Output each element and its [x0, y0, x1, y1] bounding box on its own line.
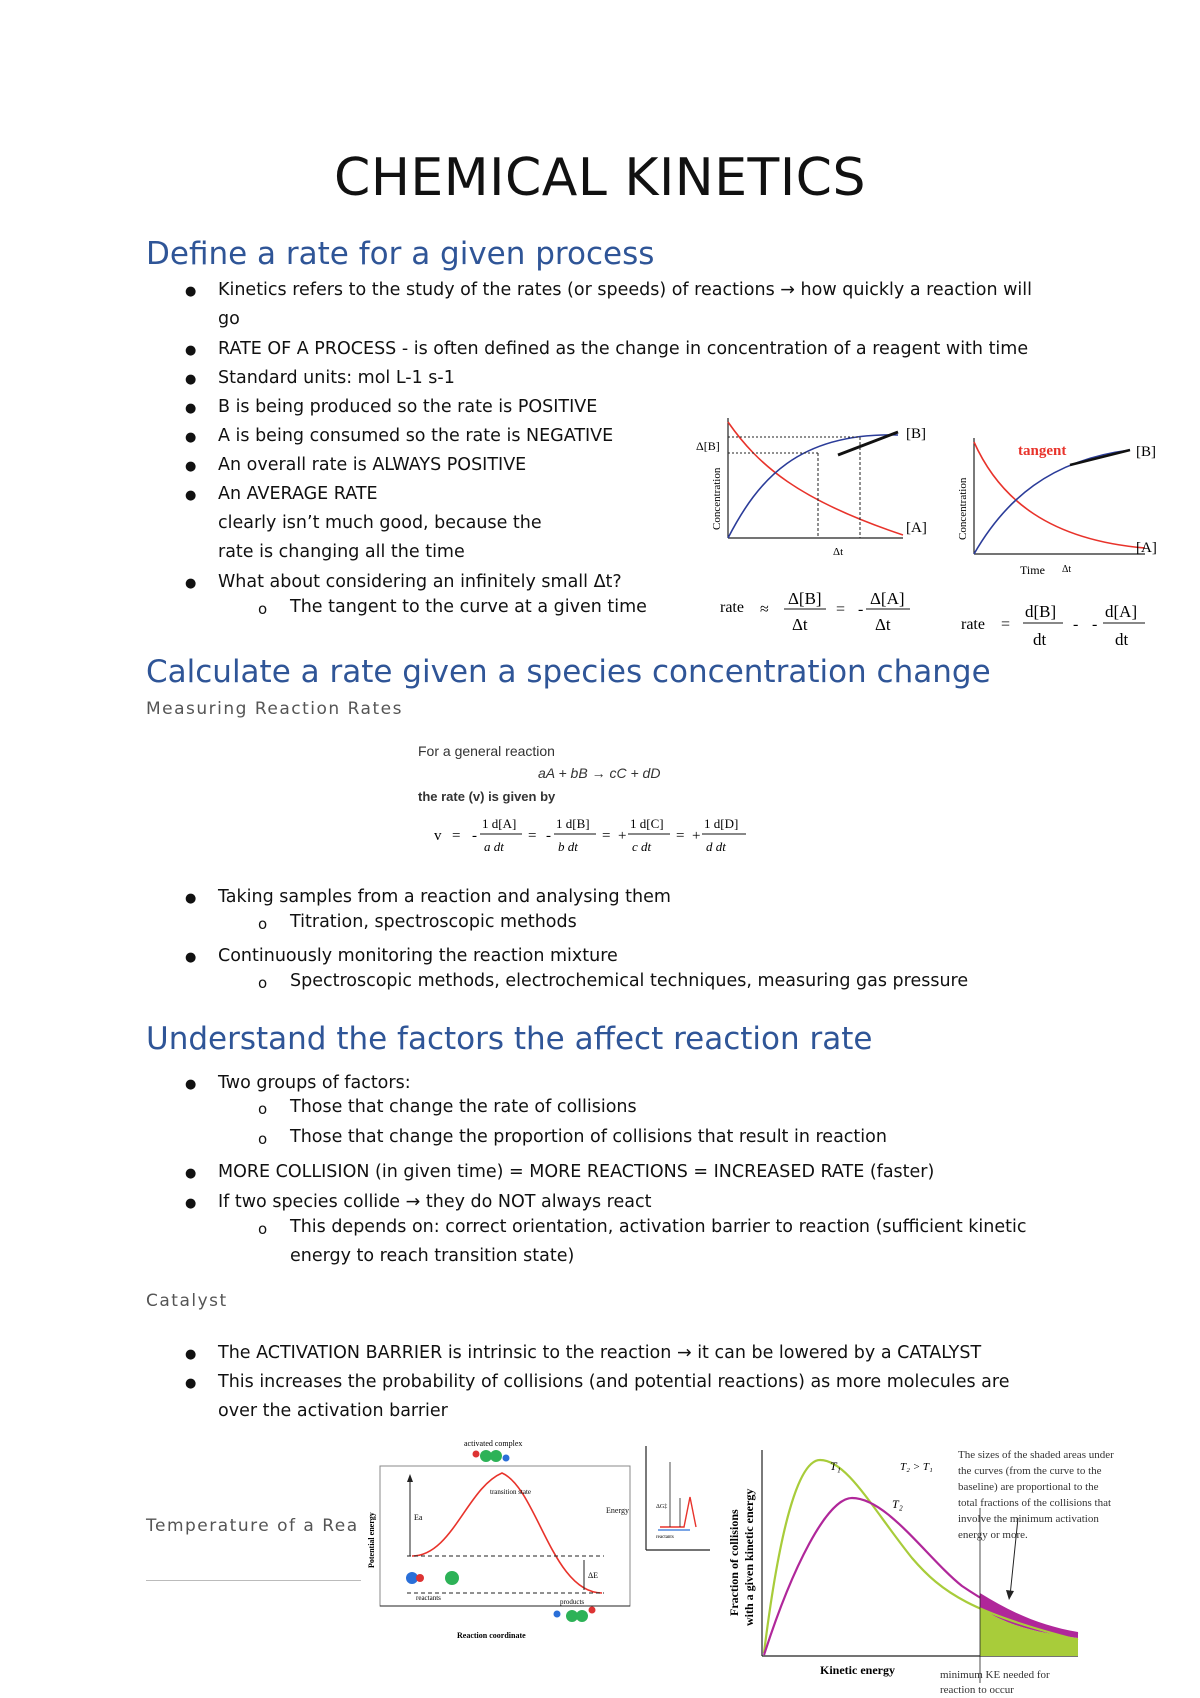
subheading-measuring: Measuring Reaction Rates — [146, 699, 403, 719]
y-axis-label: Fraction of collisions — [727, 1509, 741, 1616]
min-ke-label: reaction to occur — [940, 1684, 1014, 1696]
sub-bullet-circle: o — [258, 1100, 268, 1118]
b-label: [B] — [1136, 444, 1156, 460]
concentration-time-graph-2 — [940, 430, 1165, 585]
list-item: MORE COLLISION (in given time) = MORE REACTIONS = INCREASED RATE (faster) — [218, 1162, 935, 1182]
bullet-dot: ● — [185, 1166, 197, 1181]
minus: - — [1073, 616, 1079, 633]
bullet-dot: ● — [185, 950, 197, 965]
list-item: Standard units: mol L-1 s-1 — [218, 368, 455, 388]
sub-bullet-circle: o — [258, 1130, 268, 1148]
sub-list-item: Spectroscopic methods, electrochemical techniques, measuring gas pressure — [290, 971, 969, 991]
list-item: Two groups of factors: — [218, 1073, 411, 1093]
list-item-continued: rate is changing all the time — [218, 542, 465, 562]
section-heading-factors: Understand the factors the affect reaction rate — [146, 1021, 873, 1057]
term-denominator: b dt — [558, 839, 578, 854]
rate-equation-delta — [710, 582, 930, 638]
bullet-dot: ● — [185, 401, 197, 416]
x-axis-label: Reaction coordinate — [457, 1631, 526, 1640]
denominator: dt — [1115, 630, 1129, 649]
list-item-continued: clearly isn’t much good, because the — [218, 513, 542, 533]
maxwell-boltzmann-distribution — [712, 1448, 1182, 1696]
bullet-dot: ● — [185, 459, 197, 474]
bullet-dot: ● — [185, 1077, 197, 1092]
term-denominator: c dt — [632, 839, 652, 854]
note-line: baseline) are proportional to the — [958, 1481, 1099, 1493]
list-item-text: they do NOT always react — [425, 1192, 652, 1212]
sub-list-item: The tangent to the curve at a given time — [290, 597, 647, 617]
activated-complex-label: activated complex — [464, 1439, 523, 1448]
note-line: The sizes of the shaded areas under — [958, 1449, 1114, 1461]
rate-label: rate — [961, 616, 985, 633]
page-title: CHEMICAL KINETICS — [334, 148, 866, 208]
rate-label: rate — [720, 599, 744, 616]
term-numerator: 1 d[A] — [482, 816, 517, 831]
bullet-dot: ● — [185, 576, 197, 591]
delta-e-label: ΔE — [588, 1571, 599, 1580]
section-heading-calculate-rate: Calculate a rate given a species concentration change — [146, 654, 991, 690]
denominator: dt — [1033, 630, 1047, 649]
numerator-a: Δ[A] — [870, 589, 905, 608]
energy-label: Energy — [606, 1506, 629, 1515]
t-comparison-label: T₂ > T₁ — [900, 1461, 933, 1473]
equation-line: For a general reaction — [418, 743, 555, 759]
numerator-b: d[B] — [1025, 602, 1057, 621]
equals: = — [602, 828, 611, 844]
equals: = — [528, 828, 537, 844]
list-item: Continuously monitoring the reaction mixture — [218, 946, 618, 966]
minus: - — [1092, 616, 1098, 633]
energy-sketch — [640, 1442, 712, 1562]
numerator-a: d[A] — [1105, 602, 1138, 621]
denominator: Δt — [875, 615, 891, 634]
list-item: An overall rate is ALWAYS POSITIVE — [218, 455, 527, 475]
sub-bullet-circle: o — [258, 915, 268, 933]
section-heading-define-rate: Define a rate for a given process — [146, 236, 655, 272]
list-item-text: how quickly a reaction will — [800, 280, 1033, 300]
list-item: An AVERAGE RATE — [218, 484, 378, 504]
delta-t-label: Δt — [833, 546, 844, 558]
sub-bullet-circle: o — [258, 600, 268, 618]
sub-list-item: This depends on: correct orientation, activation barrier to reaction (sufficient kinetic — [290, 1217, 1027, 1237]
minus: - — [472, 828, 477, 844]
bullet-dot: ● — [185, 372, 197, 387]
tangent-label: tangent — [1018, 443, 1067, 459]
x-axis-label: Time — [1020, 563, 1045, 577]
list-item-text: Kinetics refers to the study of the rates (or speeds) of reactions — [218, 280, 775, 300]
subheading-temperature: Temperature of a Rea — [146, 1516, 359, 1536]
bullet-dot: ● — [185, 1196, 197, 1211]
note-line: the curves (from the curve to the — [958, 1465, 1102, 1477]
y-axis-label: with a given kinetic energy — [742, 1488, 756, 1626]
a-label: [A] — [906, 520, 927, 536]
arrow-right-icon: → — [780, 280, 795, 300]
list-item — [218, 276, 1032, 305]
b-label: [B] — [906, 426, 926, 442]
y-axis-label: Potential energy — [367, 1512, 376, 1568]
equation-line: aA + bB → cC + dD — [538, 765, 661, 781]
bullet-dot: ● — [185, 430, 197, 445]
t1-label: T₁ — [830, 1459, 841, 1473]
term-denominator: a dt — [484, 839, 504, 854]
ea-label: Ea — [414, 1513, 423, 1522]
denominator: Δt — [792, 615, 808, 634]
list-item: RATE OF A PROCESS - is often defined as the change in concentration of a reagent with time — [218, 339, 1029, 359]
approx-sign: ≈ — [760, 601, 769, 618]
concentration-time-graph-1 — [688, 410, 928, 560]
delta-b-label: Δ[B] — [696, 439, 720, 453]
list-item: B is being produced so the rate is POSITIVE — [218, 397, 598, 417]
sub-list-item-continued: energy to reach transition state) — [290, 1246, 575, 1266]
arrow-right-icon: → — [405, 1192, 421, 1212]
equals: = — [836, 601, 846, 618]
v-symbol: v — [434, 828, 442, 844]
general-rate-equation — [410, 740, 770, 860]
list-item — [218, 1188, 651, 1217]
min-ke-label: minimum KE needed for — [940, 1669, 1050, 1681]
t2-label: T₂ — [892, 1497, 903, 1511]
sub-list-item: Titration, spectroscopic methods — [290, 912, 577, 932]
reactants-label: reactants — [656, 1535, 674, 1540]
delta-g-label: ΔG‡ — [656, 1504, 668, 1510]
divider-line — [146, 1580, 361, 1581]
bullet-dot: ● — [185, 488, 197, 503]
list-item: Taking samples from a reaction and analysing them — [218, 887, 671, 907]
bullet-dot: ● — [185, 1376, 197, 1391]
bullet-dot: ● — [185, 343, 197, 358]
list-item-text: If two species collide — [218, 1192, 401, 1212]
a-label: [A] — [1136, 540, 1157, 556]
subheading-catalyst: Catalyst — [146, 1291, 228, 1311]
numerator-b: Δ[B] — [788, 589, 822, 608]
list-item — [218, 1339, 981, 1368]
bullet-dot: ● — [185, 1347, 197, 1362]
note-line: energy or more. — [958, 1529, 1028, 1541]
arrow-right-icon: → — [676, 1343, 692, 1363]
equals: = — [452, 828, 461, 844]
x-axis-label: Kinetic energy — [820, 1663, 895, 1677]
list-item: This increases the probability of collisions (and potential reactions) as more molecules are — [218, 1372, 1010, 1392]
sub-bullet-circle: o — [258, 1220, 268, 1238]
note-line: total fractions of the collisions that — [958, 1497, 1112, 1509]
minus: - — [858, 601, 864, 618]
sub-list-item: Those that change the rate of collisions — [290, 1097, 637, 1117]
equals: = — [1001, 616, 1011, 633]
products-label: products — [560, 1598, 585, 1606]
minus: - — [546, 828, 551, 844]
transition-state-label: transition state — [490, 1488, 532, 1496]
bullet-dot: ● — [185, 891, 197, 906]
list-item-text: The ACTIVATION BARRIER is intrinsic to the reaction — [218, 1343, 672, 1363]
plus: + — [692, 828, 701, 844]
delta-t-label: Δt — [1062, 564, 1072, 575]
reactants-label: reactants — [416, 1594, 441, 1602]
sub-bullet-circle: o — [258, 974, 268, 992]
equals: = — [676, 828, 685, 844]
term-denominator: d dt — [706, 839, 726, 854]
list-item-continued: over the activation barrier — [218, 1401, 448, 1421]
y-axis-label: Concentration — [957, 477, 969, 540]
note-line: involve the minimum activation — [958, 1513, 1099, 1525]
term-numerator: 1 d[D] — [704, 816, 739, 831]
equation-line: the rate (v) is given by — [418, 789, 556, 804]
list-item: A is being consumed so the rate is NEGATIVE — [218, 426, 614, 446]
list-item-continued: go — [218, 309, 240, 329]
y-axis-label: Concentration — [711, 467, 723, 530]
bullet-dot: ● — [185, 284, 197, 299]
list-item: What about considering an infinitely small Δt? — [218, 572, 622, 592]
reaction-energy-diagram — [367, 1438, 637, 1646]
list-item-text: it can be lowered by a CATALYST — [697, 1343, 982, 1363]
term-numerator: 1 d[B] — [556, 816, 590, 831]
rate-equation-derivative — [955, 597, 1165, 651]
plus: + — [618, 828, 627, 844]
sub-list-item: Those that change the proportion of collisions that result in reaction — [290, 1127, 887, 1147]
term-numerator: 1 d[C] — [630, 816, 664, 831]
